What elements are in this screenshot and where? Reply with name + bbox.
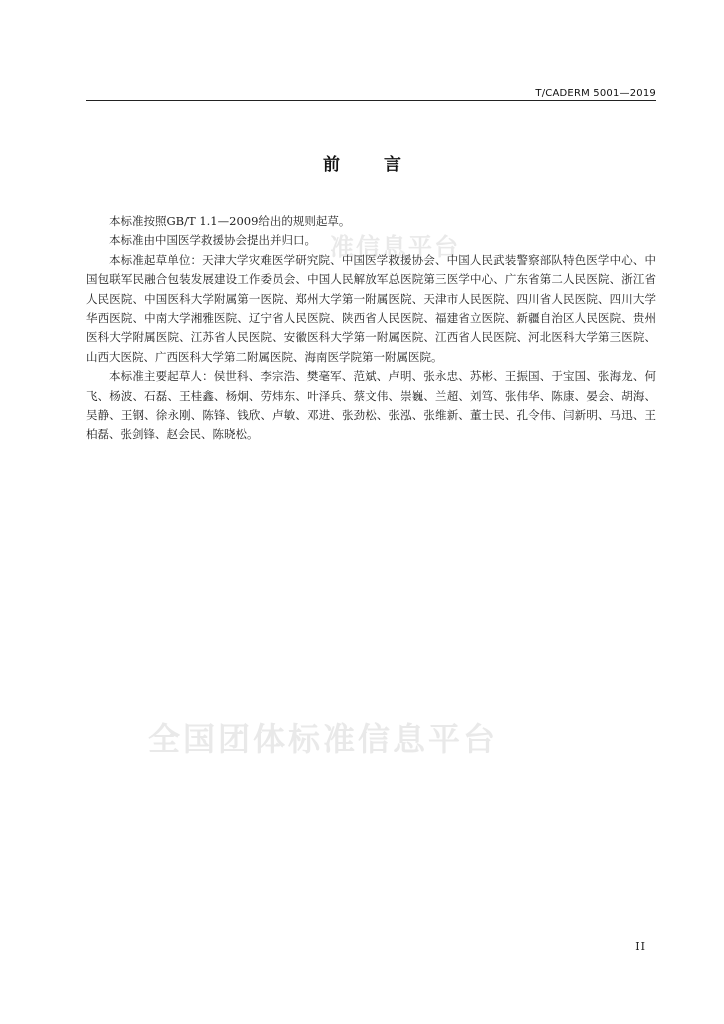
header-divider xyxy=(86,100,656,101)
page-number: II xyxy=(635,940,646,953)
standard-code: T/CADERM 5001—2019 xyxy=(535,88,656,99)
paragraph-main-drafters: 本标准主要起草人：侯世科、李宗浩、樊毫军、范斌、卢明、张永忠、苏彬、王振国、于宝国、张海龙、何飞、杨波、石磊、王桂鑫、杨炯、劳炜东、叶泽兵、蔡文伟、崇巍、兰超、刘笃、张伟华、陈康、晏会、胡海、吴静、王钢、徐永刚、陈锋、钱欣、卢敏、邓进、张劲松、张泓、张维新、董士民、孔令伟、闫新明、马迅、王柏磊、张剑锋、赵会民、陈晓松。 xyxy=(86,369,656,442)
page-title xyxy=(0,150,724,175)
watermark-bottom: 全国团体标准信息平台 xyxy=(148,720,499,758)
paragraph-drafting-rules: 本标准按照GB/T 1.1—2009给出的规则起草。 xyxy=(109,214,351,228)
title-part-2: 言 xyxy=(384,155,401,175)
title-part-1: 前 xyxy=(323,155,340,175)
paragraph-proposer: 本标准由中国医学救援协会提出并归口。 xyxy=(109,233,316,248)
watermark-top: 准信息平台 xyxy=(330,233,460,261)
foreword-body xyxy=(86,212,656,445)
paragraph-drafting-units: 本标准起草单位：天津大学灾难医学研究院、中国医学救援协会、中国人民武装警察部队特色医学中心、中国包联军民融合包装发展建设工作委员会、中国人民解放军总医院第三医学中心、广东省第二人民医院、浙江省人民医院、中国医科大学附属第一医院、郑州大学第一附属医院、天津市人民医院、四川省人民医院、四川大学华西医院、中南大学湘雅医院、辽宁省人民医院、陕西省人民医院、福建省立医院、新疆自治区人民医院、贵州医科大学附属医院、江苏省人民医院、安徽医科大学第一附属医院、江西省人民医院、河北医科大学第三医院、山西大医院、广西医科大学第二附属医院、海南医学院第一附属医院。 xyxy=(86,252,656,364)
